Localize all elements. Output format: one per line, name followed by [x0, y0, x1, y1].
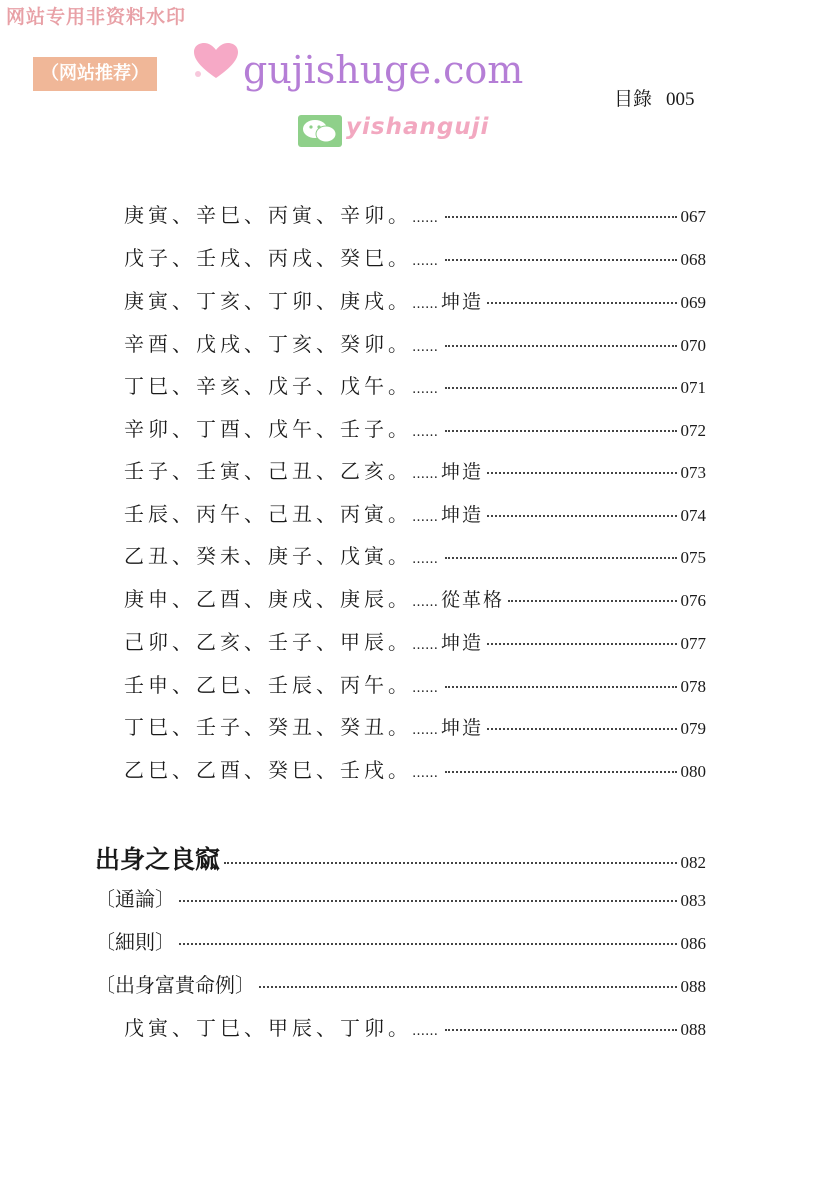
entry-text: 戊寅、丁巳、甲辰、丁卯。 — [124, 1016, 412, 1040]
dot-leader — [179, 899, 677, 902]
entry-page: 078 — [680, 677, 706, 696]
dot-leader — [224, 861, 676, 864]
dot-leader — [445, 685, 677, 688]
dot-leader — [259, 985, 677, 988]
entry-text: 乙巳、乙酉、癸巳、壬戌。 — [124, 758, 412, 782]
entry-text: 丁巳、壬子、癸丑、癸丑。 — [124, 715, 412, 739]
toc-entry — [124, 754, 706, 784]
subsection-label: 〔細則〕 — [95, 930, 175, 954]
entry-page: 079 — [680, 719, 706, 738]
subsection-label: 〔通論〕 — [95, 887, 175, 911]
dot-leader — [445, 1028, 677, 1031]
toc-entry — [124, 498, 706, 528]
entry-page: 067 — [680, 207, 706, 226]
subsection-page: 083 — [680, 891, 706, 910]
toc-entry — [124, 626, 706, 656]
toc-entry — [124, 669, 706, 699]
toc-entry — [124, 1012, 706, 1042]
dot-leader — [445, 258, 677, 261]
toc-entry — [124, 583, 706, 613]
entry-note: 坤造 — [441, 291, 484, 313]
dot-leader — [487, 301, 676, 304]
watermark-text: 网站专用非资料水印 — [6, 6, 187, 28]
entry-text: 壬申、乙巳、壬辰、丙午。 — [124, 673, 412, 697]
toc-entry — [124, 199, 706, 229]
entry-text: 壬子、壬寅、己丑、乙亥。 — [124, 459, 412, 483]
entry-ellipsis: …… — [412, 723, 438, 738]
entry-ellipsis: …… — [412, 382, 438, 397]
entry-page: 068 — [680, 250, 706, 269]
dot-leader — [445, 429, 677, 432]
entry-ellipsis: …… — [412, 595, 438, 610]
wechat-icon — [298, 115, 342, 147]
section-title: 出身之良窳 — [95, 845, 221, 874]
entry-page: 070 — [680, 336, 706, 355]
entry-ellipsis: …… — [412, 340, 438, 355]
entry-ellipsis: …… — [412, 467, 438, 482]
section-heading — [95, 840, 706, 876]
entry-ellipsis: …… — [412, 297, 438, 312]
entry-ellipsis: …… — [412, 1024, 438, 1039]
dot-leader — [487, 471, 676, 474]
subsection-entry — [95, 926, 706, 955]
entry-page: 073 — [680, 463, 706, 482]
subsection-entry — [95, 883, 706, 912]
entry-text: 壬辰、丙午、己丑、丙寅。 — [124, 502, 412, 526]
page-header — [614, 84, 695, 111]
entry-note: 坤造 — [441, 632, 484, 654]
toc-entry — [124, 370, 706, 400]
wechat-handle: yishanguji — [346, 114, 490, 140]
entry-ellipsis: …… — [412, 211, 438, 226]
dot-leader — [487, 642, 676, 645]
dot-leader — [445, 344, 677, 347]
entry-text: 丁巳、辛亥、戊子、戊午。 — [124, 374, 412, 398]
subsection-label: 〔出身富貴命例〕 — [95, 973, 255, 997]
section-page: 082 — [680, 853, 706, 872]
dot-leader — [179, 942, 677, 945]
dot-leader — [487, 727, 676, 730]
toc-entry — [124, 285, 706, 315]
entry-ellipsis: …… — [412, 254, 438, 269]
dot-leader — [487, 514, 676, 517]
entry-page: 074 — [680, 506, 706, 525]
dot-leader — [508, 599, 676, 602]
recommend-badge: （网站推荐） — [33, 57, 157, 91]
heart-icon — [192, 42, 240, 82]
dot-leader — [445, 215, 677, 218]
entry-ellipsis: …… — [412, 552, 438, 567]
toc-entry — [124, 540, 706, 570]
subsection-page: 088 — [680, 977, 706, 996]
toc-entry — [124, 455, 706, 485]
subsection-page: 086 — [680, 934, 706, 953]
entry-text: 乙丑、癸未、庚子、戊寅。 — [124, 544, 412, 568]
entry-text: 辛卯、丁酉、戊午、壬子。 — [124, 417, 412, 441]
entry-page: 077 — [680, 634, 706, 653]
entry-note: 從革格 — [441, 589, 505, 611]
entry-ellipsis: …… — [412, 425, 438, 440]
entry-page: 071 — [680, 378, 706, 397]
entry-page: 080 — [680, 762, 706, 781]
entry-ellipsis: …… — [412, 638, 438, 653]
toc-entry — [124, 711, 706, 741]
entry-note: 坤造 — [441, 461, 484, 483]
toc-entry — [124, 413, 706, 443]
entry-ellipsis: …… — [412, 510, 438, 525]
dot-leader — [445, 386, 677, 389]
toc-entry — [124, 242, 706, 272]
entry-text: 庚申、乙酉、庚戌、庚辰。 — [124, 587, 412, 611]
entry-page: 076 — [680, 591, 706, 610]
entry-ellipsis: …… — [412, 766, 438, 781]
entry-page: 072 — [680, 421, 706, 440]
entry-ellipsis: …… — [412, 681, 438, 696]
entry-text: 戊子、壬戌、丙戌、癸巳。 — [124, 246, 412, 270]
entry-text: 庚寅、丁亥、丁卯、庚戌。 — [124, 289, 412, 313]
entry-text: 己卯、乙亥、壬子、甲辰。 — [124, 630, 412, 654]
entry-page: 075 — [680, 548, 706, 567]
entry-page: 088 — [680, 1020, 706, 1039]
entry-text: 辛酉、戊戌、丁亥、癸卯。 — [124, 332, 412, 356]
subsection-entry — [95, 969, 706, 998]
header-label: 目錄 — [614, 88, 653, 110]
header-page-number: 005 — [666, 89, 695, 110]
dot-leader — [445, 770, 677, 773]
dot-leader — [445, 556, 677, 559]
entry-note: 坤造 — [441, 504, 484, 526]
toc-entry — [124, 328, 706, 358]
entry-note: 坤造 — [441, 717, 484, 739]
entry-page: 069 — [680, 293, 706, 312]
entry-text: 庚寅、辛巳、丙寅、辛卯。 — [124, 203, 412, 227]
site-url: gujishuge.com — [243, 48, 524, 92]
